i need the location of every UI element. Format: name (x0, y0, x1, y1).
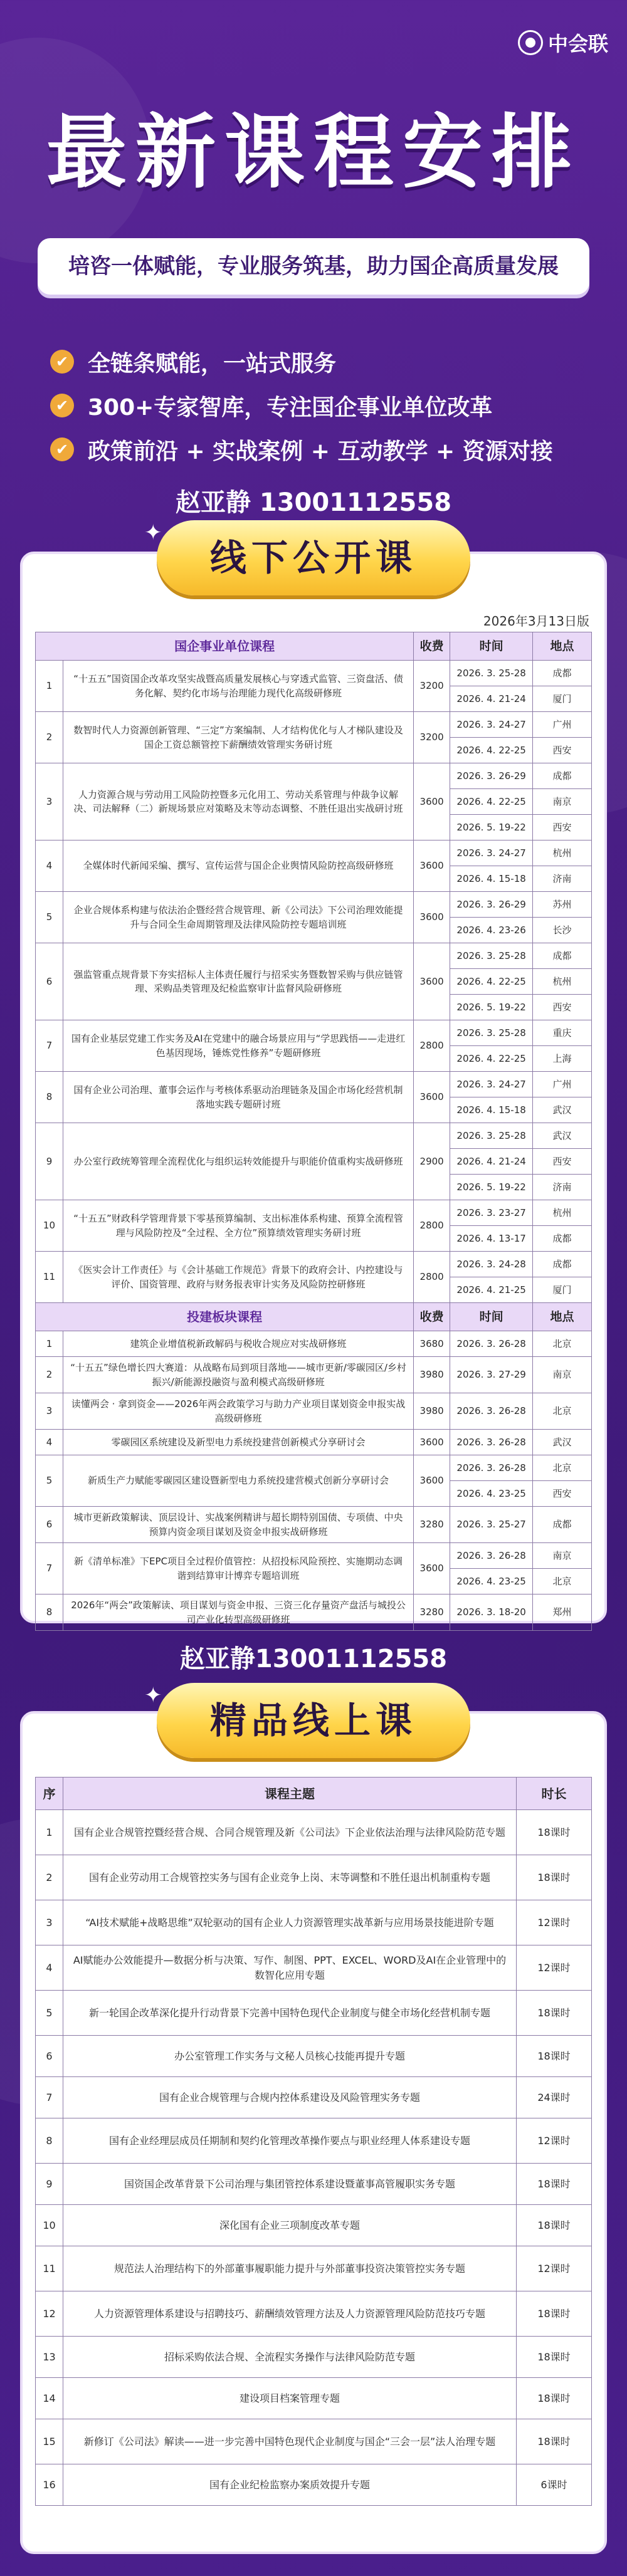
session-date: 2026. 4. 21-24 (450, 1149, 533, 1175)
course-number: 1 (36, 661, 63, 712)
table-row (36, 2246, 592, 2291)
session-date: 2026. 4. 22-25 (450, 1046, 533, 1072)
table-row (36, 2291, 592, 2337)
session-city: 南京 (533, 789, 592, 815)
table-row (36, 1072, 592, 1097)
session-date: 2026. 3. 26-28 (450, 1430, 533, 1455)
session-date: 2026. 4. 21-24 (450, 686, 533, 712)
course-topic: 规范法人治理结构下的外部董事履职能力提升与外部董事投资决策管控实务专题 (63, 2246, 517, 2291)
course-title: 新《清单标准》下EPC项目全过程价值管控：从招投标风险预控、实施期动态调谐到结算审计博弈专题培训班 (63, 1543, 413, 1594)
session-date: 2026. 3. 24-27 (450, 1072, 533, 1097)
session-city: 西安 (533, 738, 592, 763)
session-city: 武汉 (533, 1097, 592, 1123)
session-date: 2026. 3. 26-28 (450, 1331, 533, 1357)
table-row (36, 2378, 592, 2419)
course-title: 2026年“两会”政策解读、项目谋划与资金申报、三资三化存量资产盘活与城投公司产业化转型高级研修班 (63, 1594, 413, 1631)
session-date: 2026. 4. 21-25 (450, 1277, 533, 1303)
course-duration: 12课时 (517, 2118, 592, 2164)
table-row (36, 1020, 592, 1046)
course-fee: 3600 (414, 943, 450, 1020)
course-topic: 办公室管理工作实务与文秘人员核心技能再提升专题 (63, 2036, 517, 2077)
course-topic: 新一轮国企改革深化提升行动背景下完善中国特色现代企业制度与健全市场化经营机制专题 (63, 1991, 517, 2036)
course-number: 11 (36, 2246, 63, 2291)
feature-item (50, 342, 589, 382)
session-date: 2026. 3. 25-28 (450, 943, 533, 969)
course-fee: 3600 (414, 1072, 450, 1123)
session-city: 杭州 (533, 1200, 592, 1226)
course-number: 2 (36, 1855, 63, 1900)
session-date: 2026. 4. 23-25 (450, 1569, 533, 1594)
course-fee: 2800 (414, 1020, 450, 1072)
section-title: 国企事业单位课程 (36, 632, 414, 661)
session-city: 上海 (533, 1046, 592, 1072)
session-date: 2026. 3. 24-28 (450, 1252, 533, 1277)
course-title: 城市更新政策解读、顶层设计、实战案例精讲与超长期特别国债、专项债、中央预算内资金项目谋划及资金申报实战研修班 (63, 1507, 413, 1543)
course-duration: 18课时 (517, 2337, 592, 2378)
course-fee: 3600 (414, 1455, 450, 1507)
check-icon: ✔ (50, 350, 74, 374)
course-topic: 国有企业合规管控暨经营合规、合同合规管理及新《公司法》下企业依法治理与法律风险防范专题 (63, 1810, 517, 1855)
course-number: 4 (36, 840, 63, 892)
duration-header: 时长 (517, 1778, 592, 1810)
course-title: 《医实会计工作责任》与《会计基础工作规范》背景下的政府会计、内控建设与评价、国资管理、政府与财务报表审计实务及风险防控研修班 (63, 1252, 413, 1303)
table-row (36, 2464, 592, 2506)
session-city: 长沙 (533, 918, 592, 943)
course-topic: “AI技术赋能+战略思维”双轮驱动的国有企业人力资源管理实战革新与应用场景技能进阶专题 (63, 1900, 517, 1945)
fee-header: 收费 (414, 632, 450, 661)
course-topic: 招标采购依法合规、全流程实务操作与法律风险防范专题 (63, 2337, 517, 2378)
session-date: 2026. 3. 26-29 (450, 763, 533, 789)
course-number: 1 (36, 1810, 63, 1855)
course-title: 零碳园区系统建设及新型电力系统投建营创新模式分享研讨会 (63, 1430, 413, 1455)
course-number: 14 (36, 2378, 63, 2419)
course-number: 16 (36, 2464, 63, 2506)
session-date: 2026. 3. 24-27 (450, 840, 533, 866)
section-header-row (36, 1303, 592, 1331)
session-date: 2026. 4. 13-17 (450, 1226, 533, 1252)
course-topic: 国有企业经理层成员任期制和契约化管理改革操作要点与职业经理人体系建设专题 (63, 2118, 517, 2164)
course-title: 数智时代人力资源创新管理、“三定”方案编制、人才结构优化与人才梯队建设及国企工资总额管控下薪酬绩效管理实务研讨班 (63, 712, 413, 763)
course-fee: 2800 (414, 1200, 450, 1252)
session-city: 武汉 (533, 1123, 592, 1149)
table-row (36, 2205, 592, 2246)
table-row (36, 1900, 592, 1945)
course-number: 5 (36, 892, 63, 943)
city-header: 地点 (533, 1303, 592, 1331)
course-number: 5 (36, 1991, 63, 2036)
session-date: 2026. 5. 19-22 (450, 815, 533, 840)
course-title: 读懂两会 · 拿到资金——2026年两会政策学习与助力产业项目谋划资金申报实战高级研修班 (63, 1393, 413, 1430)
table-row (36, 892, 592, 918)
session-city: 济南 (533, 1175, 592, 1200)
course-number: 3 (36, 1900, 63, 1945)
course-duration: 18课时 (517, 2291, 592, 2337)
course-topic: 建设项目档案管理专题 (63, 2378, 517, 2419)
course-fee: 3600 (414, 1543, 450, 1594)
session-date: 2026. 3. 26-29 (450, 892, 533, 918)
session-date: 2026. 5. 19-22 (450, 995, 533, 1020)
course-fee: 3680 (414, 1331, 450, 1357)
sparkle-icon: ✦ (144, 1683, 162, 1708)
course-number: 15 (36, 2419, 63, 2464)
table-row (36, 1123, 592, 1149)
session-city: 西安 (533, 1481, 592, 1507)
city-header: 地点 (533, 632, 592, 661)
session-city: 西安 (533, 815, 592, 840)
table-row (36, 1357, 592, 1393)
table-row (36, 1991, 592, 2036)
session-city: 广州 (533, 1072, 592, 1097)
sparkle-icon: ✦ (144, 520, 162, 545)
course-duration: 18课时 (517, 1810, 592, 1855)
course-number: 1 (36, 1331, 63, 1357)
slogan: 培咨一体赋能，专业服务筑基，助力国企高质量发展 (38, 238, 589, 295)
course-title: 国有企业基层党建工作实务及AI在党建中的融合场景应用与“学思践悟——走进红色基因现场，锤炼党性修养”专题研修班 (63, 1020, 413, 1072)
course-number: 7 (36, 1020, 63, 1072)
course-topic: 国有企业劳动用工合规管控实务与国有企业竞争上岗、末等调整和不胜任退出机制重构专题 (63, 1855, 517, 1900)
course-fee: 3600 (414, 892, 450, 943)
session-city: 杭州 (533, 840, 592, 866)
course-topic: 新修订《公司法》解读——进一步完善中国特色现代企业制度与国企“三会一层”法人治理专题 (63, 2419, 517, 2464)
contact-phone: 赵亚静13001112558 (179, 1645, 448, 1673)
logo-icon (518, 30, 543, 55)
online-banner: 精品线上课 (157, 1683, 470, 1758)
course-number: 4 (36, 1945, 63, 1991)
session-city: 成都 (533, 1507, 592, 1543)
course-title: 企业合规体系构建与依法治企暨经营合规管理、新《公司法》下公司治理效能提升与合同全生命周期管理及法律风险防控专题培训班 (63, 892, 413, 943)
session-city: 杭州 (533, 969, 592, 995)
session-date: 2026. 4. 22-25 (450, 738, 533, 763)
session-date: 2026. 4. 22-25 (450, 789, 533, 815)
course-duration: 18课时 (517, 2164, 592, 2205)
course-number: 2 (36, 1357, 63, 1393)
course-topic: 国资国企改革背景下公司治理与集团管控体系建设暨董事高管履职实务专题 (63, 2164, 517, 2205)
offline-banner: 线下公开课 (157, 520, 470, 595)
session-date: 2026. 3. 25-28 (450, 661, 533, 686)
course-topic: 人力资源管理体系建设与招聘技巧、薪酬绩效管理方法及人力资源管理风险防范技巧专题 (63, 2291, 517, 2337)
table-row (36, 1543, 592, 1569)
topic-header: 课程主题 (63, 1778, 517, 1810)
contact-phone: 赵亚静 13001112558 (175, 488, 452, 517)
course-title: “十五五”国资国企改革攻坚实战暨高质量发展核心与穿透式监管、三资盘活、债务化解、契约化市场与治理能力现代化高级研修班 (63, 661, 413, 712)
table-row (36, 712, 592, 738)
online-course-table (35, 1777, 592, 2506)
course-topic: 国有企业合规管理与合规内控体系建设及风险管理实务专题 (63, 2077, 517, 2118)
table-row (36, 1507, 592, 1543)
table-row (36, 943, 592, 969)
table-row (36, 2419, 592, 2464)
course-number: 7 (36, 2077, 63, 2118)
session-city: 武汉 (533, 1430, 592, 1455)
table-row (36, 2164, 592, 2205)
course-number: 3 (36, 763, 63, 840)
check-icon: ✔ (50, 394, 74, 417)
course-number: 4 (36, 1430, 63, 1455)
table-row (36, 2036, 592, 2077)
course-number: 9 (36, 2164, 63, 2205)
course-number: 3 (36, 1393, 63, 1430)
table-row (36, 1945, 592, 1991)
session-city: 成都 (533, 1226, 592, 1252)
course-fee: 3200 (414, 661, 450, 712)
session-date: 2026. 4. 15-18 (450, 866, 533, 892)
course-topic: 国有企业纪检监察办案质效提升专题 (63, 2464, 517, 2506)
check-icon: ✔ (50, 437, 74, 461)
table-row (36, 763, 592, 789)
table-row (36, 1430, 592, 1455)
course-title: 办公室行政统筹管理全流程优化与组织运转效能提升与职能价值重构实战研修班 (63, 1123, 413, 1200)
session-date: 2026. 4. 23-26 (450, 918, 533, 943)
course-number: 12 (36, 2291, 63, 2337)
feature-text: 政策前沿 + 实战案例 + 互动教学 + 资源对接 (88, 438, 553, 464)
session-city: 成都 (533, 943, 592, 969)
session-city: 重庆 (533, 1020, 592, 1046)
session-date: 2026. 3. 26-28 (450, 1455, 533, 1481)
course-number: 6 (36, 943, 63, 1020)
course-duration: 24课时 (517, 2077, 592, 2118)
course-number: 10 (36, 1200, 63, 1252)
course-duration: 12课时 (517, 2246, 592, 2291)
course-title: 国有企业公司治理、董事会运作与考核体系驱动治理链条及国企市场化经营机制落地实践专题研讨班 (63, 1072, 413, 1123)
table-row (36, 2118, 592, 2164)
session-city: 成都 (533, 661, 592, 686)
session-city: 北京 (533, 1569, 592, 1594)
table-row (36, 1393, 592, 1430)
course-number: 11 (36, 1252, 63, 1303)
feature-item (50, 429, 589, 469)
table-row (36, 1594, 592, 1631)
course-fee: 2800 (414, 1252, 450, 1303)
session-city: 西安 (533, 995, 592, 1020)
time-header: 时间 (450, 1303, 533, 1331)
session-date: 2026. 4. 22-25 (450, 969, 533, 995)
table-row (36, 2337, 592, 2378)
course-duration: 18课时 (517, 1855, 592, 1900)
session-city: 北京 (533, 1455, 592, 1481)
course-duration: 12课时 (517, 1900, 592, 1945)
course-fee: 3980 (414, 1393, 450, 1430)
session-city: 南京 (533, 1357, 592, 1393)
session-city: 北京 (533, 1331, 592, 1357)
sparkle-icon: ✦ (477, 564, 495, 589)
sparkle-icon: ✦ (477, 1730, 495, 1755)
course-number: 8 (36, 2118, 63, 2164)
table-row (36, 1855, 592, 1900)
session-city: 北京 (533, 1393, 592, 1430)
course-fee: 3280 (414, 1594, 450, 1631)
brand-logo (518, 28, 608, 57)
session-date: 2026. 3. 25-28 (450, 1123, 533, 1149)
course-title: 强监管重点规背景下夯实招标人主体责任履行与招采实务暨数智采购与供应链管理、采购品类管理及纪检监察审计监督风险研修班 (63, 943, 413, 1020)
session-city: 成都 (533, 763, 592, 789)
session-date: 2026. 3. 25-27 (450, 1507, 533, 1543)
session-city: 厦门 (533, 686, 592, 712)
course-number: 9 (36, 1123, 63, 1200)
feature-item (50, 385, 589, 426)
course-topic: AI赋能办公效能提升—数据分析与决策、写作、制图、PPT、EXCEL、WORD及AI在企业管理中的数智化应用专题 (63, 1945, 517, 1991)
session-city: 济南 (533, 866, 592, 892)
session-date: 2026. 3. 27-29 (450, 1357, 533, 1393)
table-row (36, 2077, 592, 2118)
course-title: “十五五”财政科学管理背景下零基预算编制、支出标准体系构建、预算全流程管理与风险防控及“全过程、全方位”预算绩效管理实务研讨班 (63, 1200, 413, 1252)
table-row (36, 1810, 592, 1855)
course-title: 全媒体时代新闻采编、撰写、宣传运营与国企企业舆情风险防控高级研修班 (63, 840, 413, 892)
session-city: 成都 (533, 1252, 592, 1277)
table-row (36, 1200, 592, 1226)
course-duration: 18课时 (517, 2205, 592, 2246)
version-date: 2026年3月13日版 (483, 614, 589, 629)
time-header: 时间 (450, 632, 533, 661)
course-topic: 深化国有企业三项制度改革专题 (63, 2205, 517, 2246)
session-date: 2026. 4. 23-25 (450, 1481, 533, 1507)
feature-text: 300+专家智库，专注国企事业单位改革 (88, 394, 493, 421)
course-number: 13 (36, 2337, 63, 2378)
table-row (36, 661, 592, 686)
course-number: 7 (36, 1543, 63, 1594)
session-city: 苏州 (533, 892, 592, 918)
course-fee: 3600 (414, 1430, 450, 1455)
number-header: 序 (36, 1778, 63, 1810)
table-row (36, 840, 592, 866)
course-duration: 6课时 (517, 2464, 592, 2506)
session-date: 2026. 3. 26-28 (450, 1543, 533, 1569)
course-fee: 3280 (414, 1507, 450, 1543)
course-title: “十五五”绿色增长四大赛道：从战略布局到项目落地——城市更新/零碳园区/乡村振兴/新能源投融资与盈利模式高级研修班 (63, 1357, 413, 1393)
session-date: 2026. 4. 15-18 (450, 1097, 533, 1123)
course-number: 8 (36, 1594, 63, 1631)
session-date: 2026. 3. 23-27 (450, 1200, 533, 1226)
fee-header: 收费 (414, 1303, 450, 1331)
page-title: 最新课程安排 (46, 106, 581, 199)
table-row (36, 1252, 592, 1277)
course-fee: 3980 (414, 1357, 450, 1393)
course-duration: 18课时 (517, 2378, 592, 2419)
section-title: 投建板块课程 (36, 1303, 414, 1331)
course-duration: 18课时 (517, 1991, 592, 2036)
section-header-row (36, 632, 592, 661)
session-date: 2026. 3. 24-27 (450, 712, 533, 738)
feature-text: 全链条赋能，一站式服务 (88, 350, 337, 377)
table-row (36, 1455, 592, 1481)
course-fee: 2900 (414, 1123, 450, 1200)
course-number: 6 (36, 1507, 63, 1543)
course-title: 建筑企业增值税新政解码与税收合规应对实战研修班 (63, 1331, 413, 1357)
course-duration: 12课时 (517, 1945, 592, 1991)
course-number: 6 (36, 2036, 63, 2077)
table-header-row (36, 1778, 592, 1810)
table-row (36, 1331, 592, 1357)
session-city: 南京 (533, 1543, 592, 1569)
session-city: 郑州 (533, 1594, 592, 1631)
session-date: 2026. 3. 25-28 (450, 1020, 533, 1046)
course-duration: 18课时 (517, 2419, 592, 2464)
course-number: 8 (36, 1072, 63, 1123)
course-fee: 3600 (414, 840, 450, 892)
course-number: 5 (36, 1455, 63, 1507)
course-title: 新质生产力赋能零碳园区建设暨新型电力系统投建营模式创新分享研讨会 (63, 1455, 413, 1507)
course-fee: 3600 (414, 763, 450, 840)
session-city: 西安 (533, 1149, 592, 1175)
session-city: 厦门 (533, 1277, 592, 1303)
brand-name: 中会联 (547, 32, 608, 56)
session-date: 2026. 3. 26-28 (450, 1393, 533, 1430)
course-number: 10 (36, 2205, 63, 2246)
session-date: 2026. 3. 18-20 (450, 1594, 533, 1631)
feature-list (50, 342, 589, 473)
course-fee: 3200 (414, 712, 450, 763)
offline-course-table (35, 632, 592, 1631)
course-number: 2 (36, 712, 63, 763)
session-date: 2026. 5. 19-22 (450, 1175, 533, 1200)
course-title: 人力资源合规与劳动用工风险防控暨多元化用工、劳动关系管理与仲裁争议解决、司法解释（二）新规场景应对策略及末等动态调整、不胜任退出实战研讨班 (63, 763, 413, 840)
course-duration: 18课时 (517, 2036, 592, 2077)
session-city: 广州 (533, 712, 592, 738)
